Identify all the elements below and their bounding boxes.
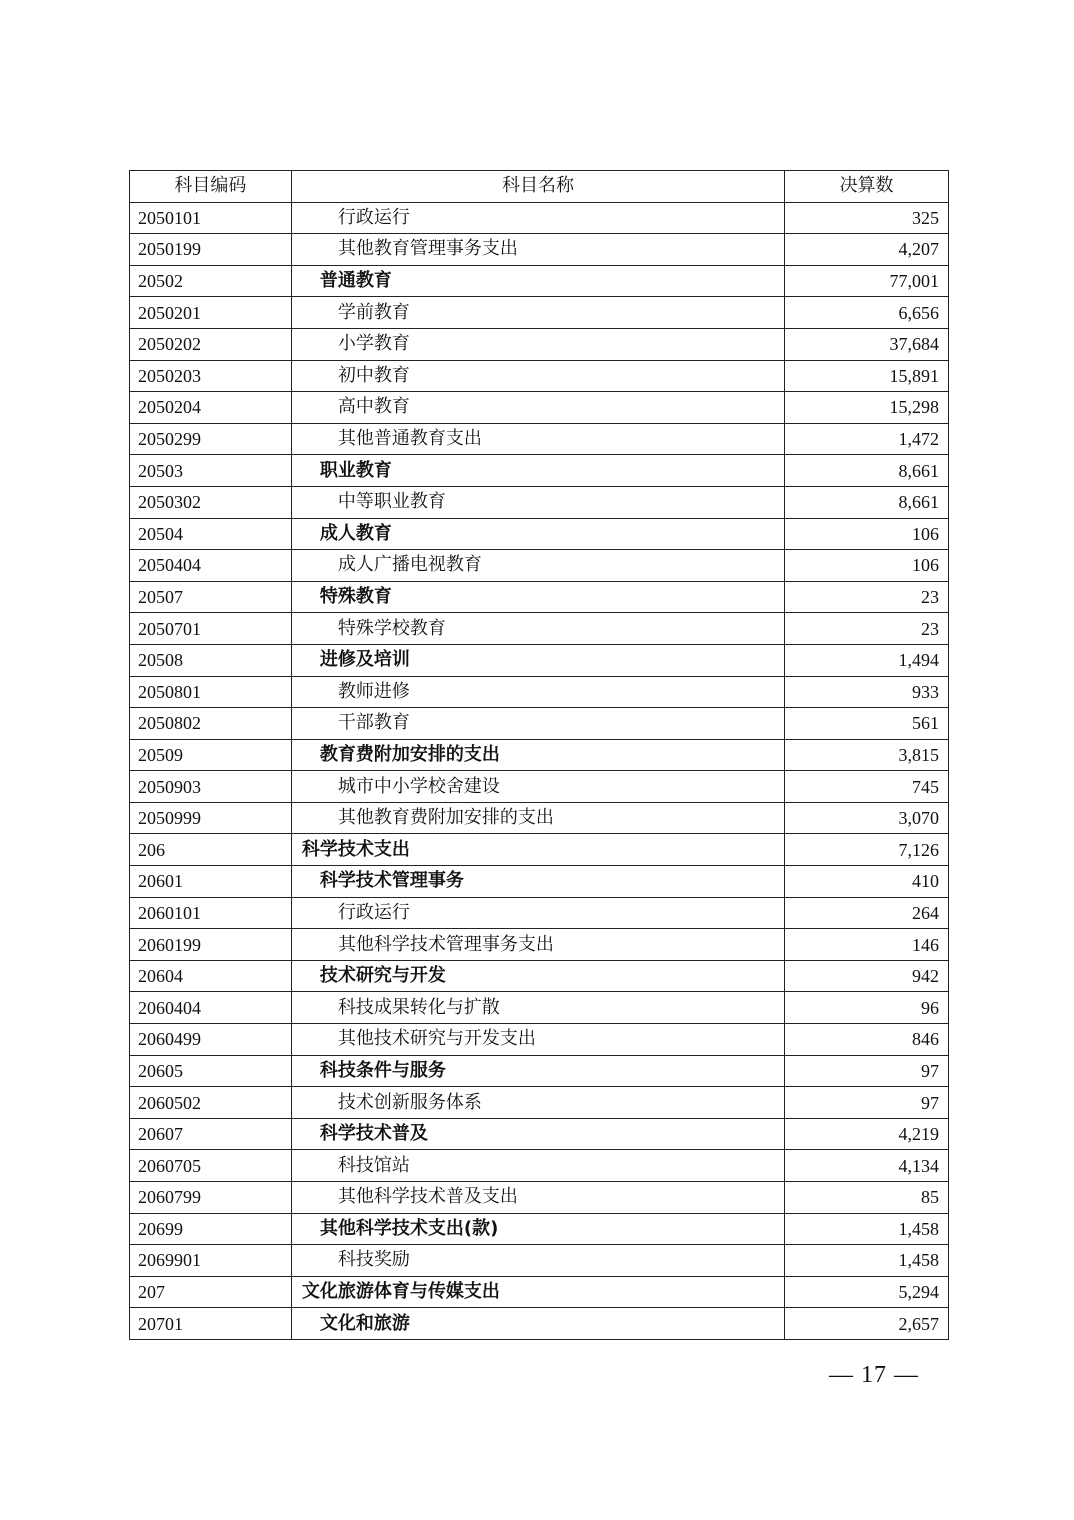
row-name: 中等职业教育 [291,486,784,518]
row-name: 特殊学校教育 [291,613,784,645]
row-code: 20699 [130,1213,292,1245]
table-row [130,1024,949,1056]
row-name: 技术创新服务体系 [291,1087,784,1119]
row-amount: 8,661 [785,455,949,487]
table-row [130,1308,949,1340]
table-row [130,1087,949,1119]
row-amount: 846 [785,1024,949,1056]
table-row [130,265,949,297]
row-code: 2050299 [130,423,292,455]
row-amount: 15,891 [785,360,949,392]
row-code: 20507 [130,581,292,613]
row-code: 206 [130,834,292,866]
table-row [130,360,949,392]
row-name: 科学技术管理事务 [291,866,784,898]
row-code: 2060404 [130,992,292,1024]
table-row [130,423,949,455]
row-amount: 85 [785,1182,949,1214]
row-code: 2060101 [130,897,292,929]
row-code: 20502 [130,265,292,297]
row-amount: 3,815 [785,739,949,771]
table-row [130,771,949,803]
row-amount: 97 [785,1055,949,1087]
row-amount: 23 [785,581,949,613]
table-body [130,202,949,1339]
row-code: 20605 [130,1055,292,1087]
row-name: 行政运行 [291,202,784,234]
row-code: 2050404 [130,550,292,582]
row-amount: 561 [785,708,949,740]
table-row [130,992,949,1024]
table-row [130,550,949,582]
row-code: 2050903 [130,771,292,803]
table-row [130,1213,949,1245]
row-amount: 146 [785,929,949,961]
row-amount: 7,126 [785,834,949,866]
row-name: 行政运行 [291,897,784,929]
table-row [130,297,949,329]
row-name: 教育费附加安排的支出 [291,739,784,771]
table-row [130,866,949,898]
row-amount: 1,458 [785,1245,949,1277]
row-amount: 37,684 [785,328,949,360]
row-amount: 106 [785,518,949,550]
table-row [130,897,949,929]
row-code: 20601 [130,866,292,898]
row-name: 其他教育费附加安排的支出 [291,802,784,834]
table-row [130,455,949,487]
row-code: 20503 [130,455,292,487]
table-header-row [130,171,949,203]
row-name: 科技奖励 [291,1245,784,1277]
table-row [130,1055,949,1087]
row-name: 科学技术支出 [291,834,784,866]
row-amount: 4,219 [785,1118,949,1150]
row-name: 文化旅游体育与传媒支出 [291,1276,784,1308]
table-row [130,708,949,740]
row-name: 初中教育 [291,360,784,392]
table-row [130,960,949,992]
row-amount: 96 [785,992,949,1024]
row-code: 207 [130,1276,292,1308]
row-name: 特殊教育 [291,581,784,613]
row-amount: 2,657 [785,1308,949,1340]
row-name: 普通教育 [291,265,784,297]
table-row [130,1118,949,1150]
row-name: 其他科学技术普及支出 [291,1182,784,1214]
row-name: 其他科学技术支出(款) [291,1213,784,1245]
table-row [130,1182,949,1214]
row-code: 2050101 [130,202,292,234]
row-name: 科技条件与服务 [291,1055,784,1087]
table-row [130,1276,949,1308]
row-amount: 942 [785,960,949,992]
row-code: 2060705 [130,1150,292,1182]
row-amount: 97 [785,1087,949,1119]
table-row [130,581,949,613]
row-amount: 745 [785,771,949,803]
row-amount: 4,207 [785,234,949,266]
row-code: 2050802 [130,708,292,740]
row-name: 成人教育 [291,518,784,550]
table-row [130,1150,949,1182]
row-name: 其他科学技术管理事务支出 [291,929,784,961]
table-row [130,202,949,234]
row-name: 干部教育 [291,708,784,740]
row-code: 20509 [130,739,292,771]
row-name: 科技成果转化与扩散 [291,992,784,1024]
row-amount: 6,656 [785,297,949,329]
table-row [130,929,949,961]
row-code: 2050199 [130,234,292,266]
row-code: 2050701 [130,613,292,645]
row-name: 教师进修 [291,676,784,708]
row-code: 2069901 [130,1245,292,1277]
table-row [130,613,949,645]
header-name: 科目名称 [291,171,784,203]
header-amount: 决算数 [785,171,949,203]
row-name: 其他教育管理事务支出 [291,234,784,266]
row-code: 20701 [130,1308,292,1340]
row-name: 学前教育 [291,297,784,329]
row-amount: 264 [785,897,949,929]
row-code: 2050302 [130,486,292,518]
row-amount: 5,294 [785,1276,949,1308]
row-amount: 77,001 [785,265,949,297]
row-amount: 23 [785,613,949,645]
row-amount: 1,494 [785,644,949,676]
row-amount: 325 [785,202,949,234]
row-code: 2050204 [130,392,292,424]
row-amount: 15,298 [785,392,949,424]
row-name: 技术研究与开发 [291,960,784,992]
table-row [130,518,949,550]
header-code: 科目编码 [130,171,292,203]
table-row [130,834,949,866]
row-code: 20607 [130,1118,292,1150]
budget-table [129,170,949,1340]
row-code: 20508 [130,644,292,676]
row-name: 小学教育 [291,328,784,360]
table-row [130,739,949,771]
row-code: 20504 [130,518,292,550]
row-code: 2050801 [130,676,292,708]
row-name: 科技馆站 [291,1150,784,1182]
row-amount: 1,458 [785,1213,949,1245]
row-code: 2060799 [130,1182,292,1214]
row-code: 2050201 [130,297,292,329]
row-name: 成人广播电视教育 [291,550,784,582]
row-code: 2060199 [130,929,292,961]
row-name: 文化和旅游 [291,1308,784,1340]
row-name: 其他技术研究与开发支出 [291,1024,784,1056]
row-code: 2050999 [130,802,292,834]
table-row [130,676,949,708]
row-amount: 933 [785,676,949,708]
table-row [130,802,949,834]
row-name: 高中教育 [291,392,784,424]
row-amount: 106 [785,550,949,582]
row-code: 2060499 [130,1024,292,1056]
row-code: 2050203 [130,360,292,392]
table-row [130,486,949,518]
row-name: 科学技术普及 [291,1118,784,1150]
row-name: 其他普通教育支出 [291,423,784,455]
row-name: 职业教育 [291,455,784,487]
row-amount: 4,134 [785,1150,949,1182]
row-amount: 410 [785,866,949,898]
row-amount: 3,070 [785,802,949,834]
table-row [130,234,949,266]
row-amount: 1,472 [785,423,949,455]
page-number: — 17 — [829,1362,919,1388]
row-code: 20604 [130,960,292,992]
table-row [130,1245,949,1277]
row-name: 进修及培训 [291,644,784,676]
row-code: 2050202 [130,328,292,360]
table-row [130,644,949,676]
table-row [130,328,949,360]
row-name: 城市中小学校舍建设 [291,771,784,803]
table-row [130,392,949,424]
row-amount: 8,661 [785,486,949,518]
row-code: 2060502 [130,1087,292,1119]
